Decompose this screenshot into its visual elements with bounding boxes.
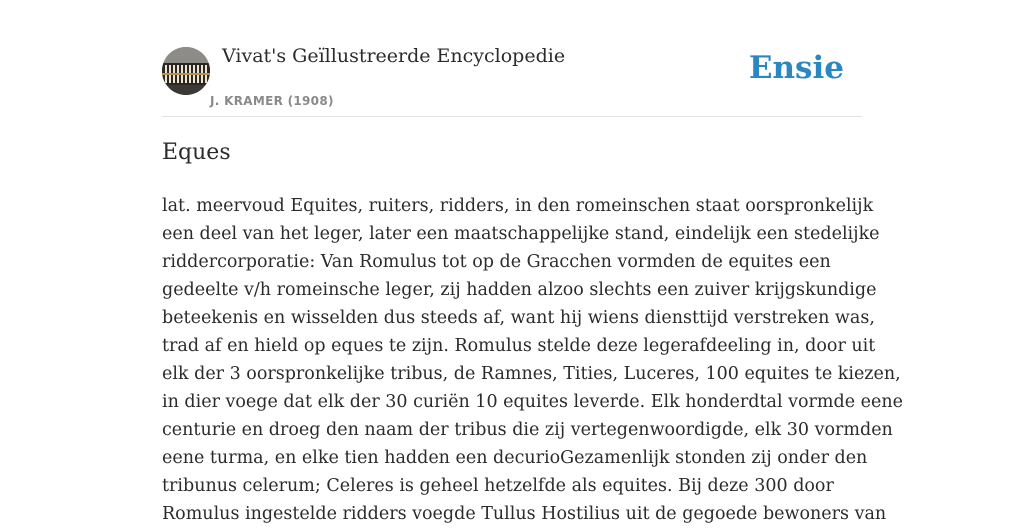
entry-line: tribunus celerum; Celeres is geheel hetzelfde als equites. Bij deze 300 door xyxy=(162,476,834,496)
entry-line: lat. meervoud Equites, ruiters, ridders, in den romeinschen staat oorspronkelijk xyxy=(162,196,874,216)
entry-line: eene turma, en elke tien hadden een decurioGezamenlijk stonden zij onder den xyxy=(162,448,868,468)
book-spines-image xyxy=(162,47,210,95)
entry-line: elk der 3 oorspronkelijke tribus, de Ramnes, Tities, Luceres, 100 equites te kiezen, xyxy=(162,364,901,384)
entry-line: Romulus ingestelde ridders voegde Tullus Hostilius uit de gegoede bewoners van xyxy=(162,504,887,524)
entry-line: riddercorporatie: Van Romulus tot op de Gracchen vormden de equites een xyxy=(162,252,831,272)
entry-line: in dier voege dat elk der 30 curiën 10 equites leverde. Elk honderdtal vormde eene xyxy=(162,392,903,412)
entry-line: centurie en droeg den naam der tribus die zij vertegenwoordigde, elk 30 vormden xyxy=(162,420,893,440)
entry-title: Eques xyxy=(162,140,231,165)
source-author[interactable]: J. KRAMER (1908) xyxy=(210,94,334,108)
source-header xyxy=(162,0,862,117)
entry-line: een deel van het leger, later een maatschappelijke stand, eindelijk een stedelijke xyxy=(162,224,880,244)
entry-line: gedeelte v/h romeinsche leger, zij hadden alzoo slechts een zuiver krijgskundige xyxy=(162,280,877,300)
entry-line: trad af en hield op eques te zijn. Romulus stelde deze legerafdeeling in, door uit xyxy=(162,336,876,356)
page xyxy=(162,0,903,524)
entry-body xyxy=(162,192,903,528)
ensie-logo[interactable]: Ensie xyxy=(748,50,844,86)
source-avatar[interactable] xyxy=(162,47,210,95)
entry-line: beteekenis en wisselden dus steeds af, want hij wiens diensttijd verstreken was, xyxy=(162,308,875,328)
source-title[interactable]: Vivat's Geïllustreerde Encyclopedie xyxy=(222,45,566,67)
